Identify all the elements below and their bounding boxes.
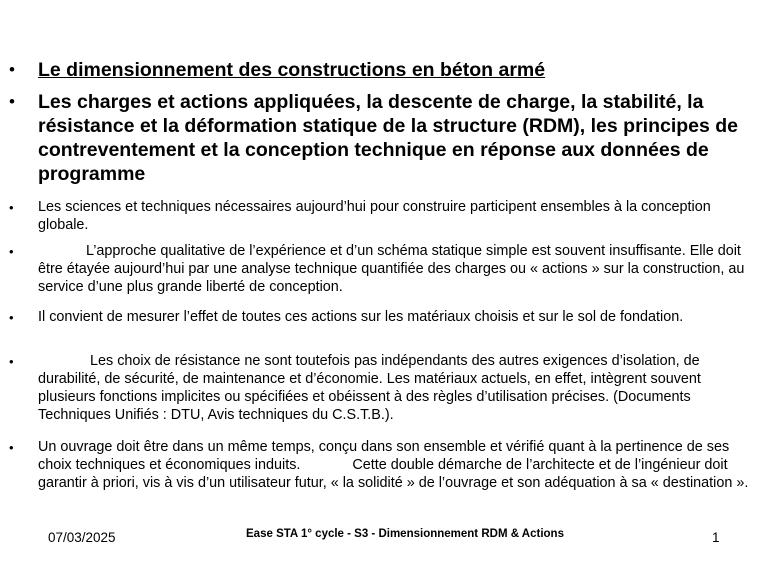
- footer-title: Ease STA 1° cycle - S3 - Dimensionnement RDM & Actions: [246, 528, 564, 540]
- bullet-marker: •: [9, 200, 14, 215]
- bullet-marker: •: [9, 92, 15, 111]
- bullet-heading-text: Le dimensionnement des constructions en béton armé: [38, 59, 546, 81]
- bullet-text-wrap: [38, 242, 756, 296]
- bullet-text: Il convient de mesurer l’effet de toutes ces actions sur les matériaux choisis et sur le sol de fondation.: [38, 309, 684, 325]
- bullet-marker: •: [9, 60, 15, 79]
- bullet-text: L’approche qualitative de l’expérience et d’un schéma statique simple est souvent insuffisante. Elle doit être étayée aujourd’hui par une analyse technique quantifiée des charges ou « actions » sur la construction, au service d’une plus grande liberté de conception.: [38, 243, 745, 295]
- bullet-text: Les choix de résistance ne sont toutefois pas indépendants des autres exigences d’isolation, de durabilité, de sécurité, de maintenance et d’économie. Les matériaux actuels, en effet, intègrent souvent plusieurs fonctions implicites ou spécifiées et obéissent à des règles d’utilisation précises. (Documents Techniques Unifiés : DTU, Avis techniques du C.S.T.B.).: [38, 353, 701, 423]
- bullet-text: Un ouvrage doit être dans un même temps, conçu dans son ensemble et vérifié quant à la pertinence de ses choix techniques et économiques induits.: [38, 439, 730, 473]
- bullet-marker: •: [9, 440, 14, 455]
- bullet-text-wrap: [38, 352, 756, 424]
- bullet-text-continued: Cette double démarche de l’architecte et de l’ingénieur doit garantir à priori, vis à vis d’un utilisateur futur, « la solidité » de l’ouvrage et son adéquation à sa « destination ».: [38, 457, 749, 491]
- bullet-marker: •: [9, 310, 14, 325]
- bullet-marker: •: [9, 354, 14, 369]
- bullet-text: Les sciences et techniques nécessaires aujourd’hui pour construire participent ensembles à la conception globale.: [38, 199, 711, 233]
- bullet-marker: •: [9, 244, 14, 259]
- footer-date: 07/03/2025: [48, 530, 116, 545]
- bullet-heading-text: Les charges et actions appliquées, la descente de charge, la stabilité, la résistance et la déformation statique de la structure (RDM), les principes de contreventement et la conception technique en réponse aux données de programme: [38, 91, 739, 185]
- bullet-text-wrap: [38, 438, 756, 492]
- page-number: 1: [712, 530, 720, 545]
